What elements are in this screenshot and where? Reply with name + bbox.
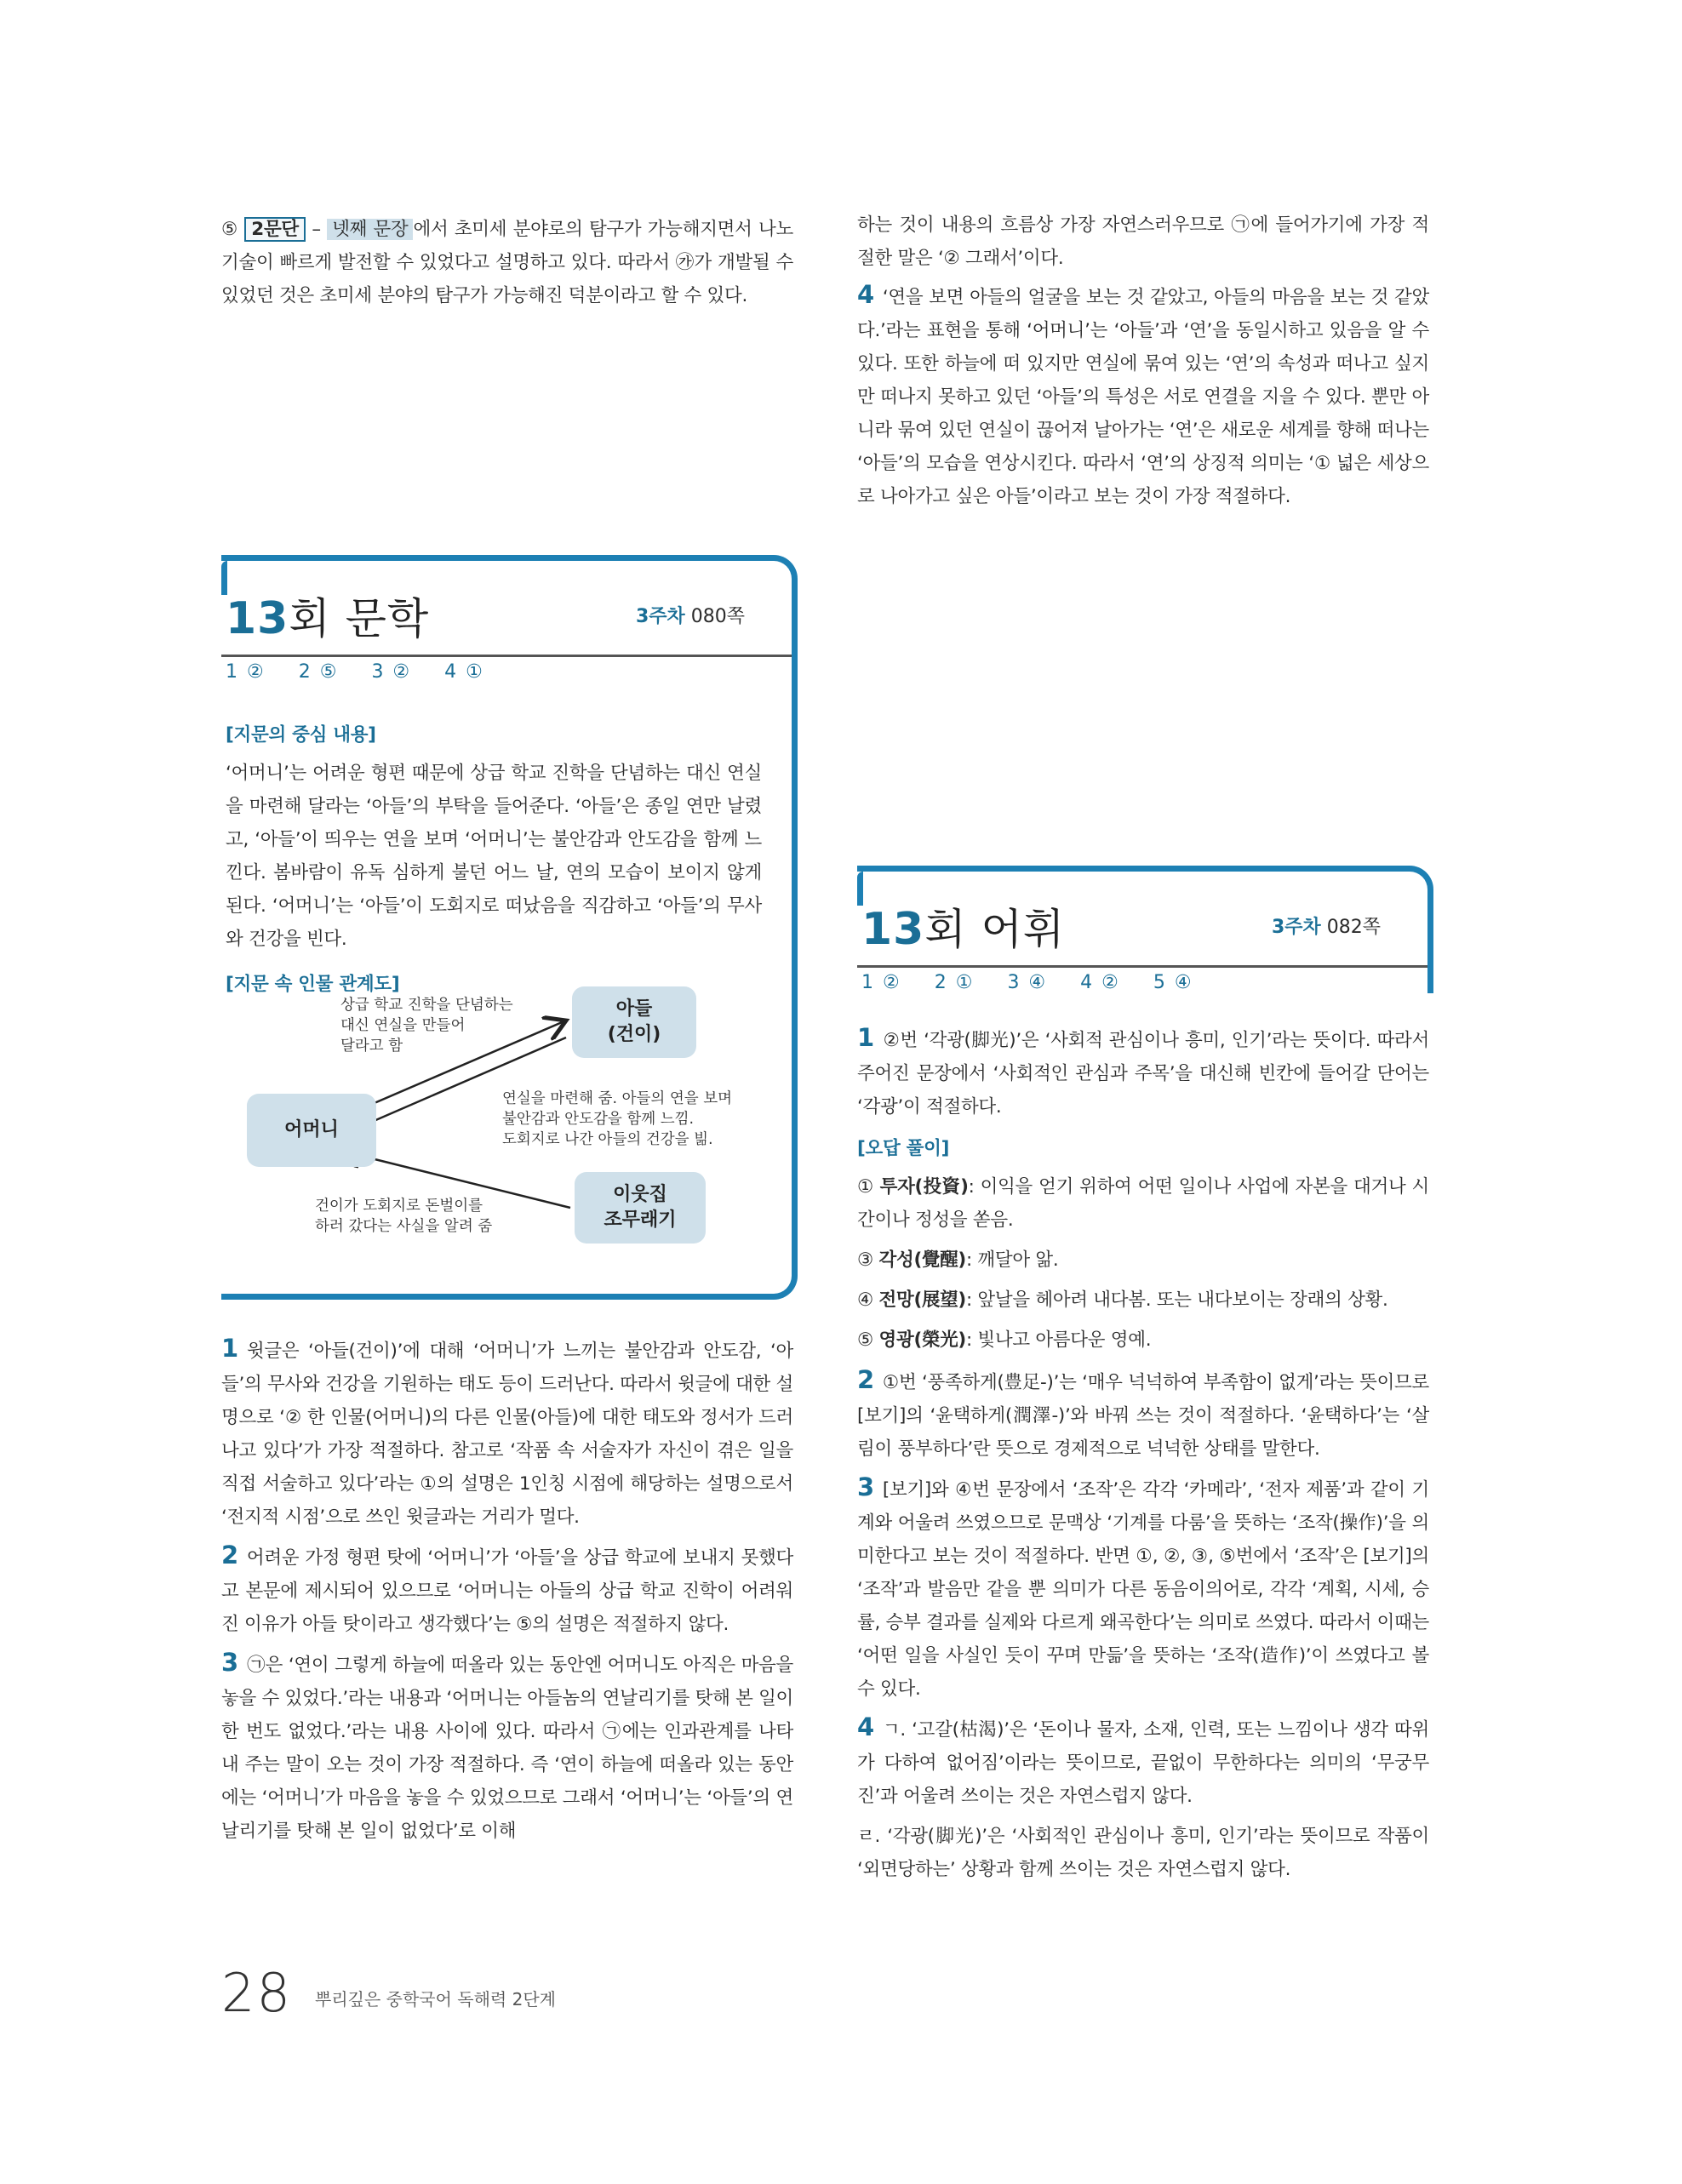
answer-5-explanation: [221, 213, 793, 312]
answer-key: [226, 661, 508, 683]
node-mother: 어머니: [247, 1094, 376, 1167]
definition: : 이익을 얻기 위하여 어떤 일이나 사업에 자본을 대거나 시간이나 정성을 쏟음.: [857, 1176, 1429, 1231]
wrong-answer-3: [857, 1244, 1429, 1277]
page-number: 28: [221, 1962, 292, 2024]
question-4-explanation-continued: ㄹ. ‘각광(脚光)’은 ‘사회적인 관심이나 흥미, 인기’라는 뜻이므로 작품이 ‘외면당하는’ 상황과 함께 쓰이는 것은 자연스럽지 않다.: [857, 1826, 1429, 1880]
explanation-text: 에서 초미세 분야로의 탐구가 가능해지면서 나노 기술이 빠르게 발전할 수 있었다고 설명하고 있다. 따라서 ㉮가 개발될 수 있었던 것은 초미세 분야의 탐구가 가능해진 덕분이라고 할 수 있다.: [221, 219, 793, 306]
question-number: 1: [221, 1334, 238, 1363]
question-4-explanation: [857, 278, 1429, 513]
question-number: 3: [857, 1472, 874, 1501]
explanation-text: ㉠은 ‘연이 그렇게 하늘에 떠올라 있는 동안엔 어머니도 아직은 마음을 놓을 수 있었다.’라는 내용과 ‘어머니는 아들놈의 연날리기를 탓해 본 일이 한 번도 없었다.’라는 내용 사이에 있다. 따라서 ㉠에는 인과관계를 나타내 주는 말이 오는 것이 가장 적절하다. 즉 ‘연이 하늘에 떠올라 있는 동안에는 ‘어머니’가 마음을 놓을 수 있었으므로 그래서 ‘어머니’는 ‘아들’의 연날리기를 탓해 본 일이 없었다’로 이해: [221, 1655, 794, 1842]
answer-item: 4 ①: [444, 661, 483, 683]
page-reference: [1272, 912, 1381, 939]
center-content-text: ‘어머니’는 어려운 형편 때문에 상급 학교 진학을 단념하는 대신 연실을 마련해 달라는 ‘아들’의 부탁을 들어준다. ‘아들’은 종일 연만 날렸고, ‘아들’이 띄우는 연을 보며 ‘어머니’는 불안감과 안도감을 함께 느낀다. 봄바람이 유독 심하게 불던 어느 날, 연의 모습이 보이지 않게 된다. ‘어머니’는 ‘아들’이 도회지로 떠났음을 직감하고 ‘아들’의 무사와 건강을 빈다.: [226, 763, 762, 950]
wrong-answer-5: [857, 1324, 1429, 1357]
answer-item: 3 ②: [371, 661, 410, 683]
choice-marker: ⑤: [221, 219, 238, 240]
right-top-text: [857, 209, 1429, 513]
choice-marker: ①: [857, 1176, 874, 1198]
literature-answer-box: [221, 555, 798, 1300]
note-son-to-mother: 연실을 마련해 줌. 아들의 연을 보며 불안감과 안도감을 함께 느낌. 도회지로 나간 아들의 건강을 빎.: [502, 1090, 733, 1148]
week-label: 3주차: [635, 606, 685, 627]
question-number: 3: [221, 1648, 238, 1677]
answer-item: 4 ②: [1080, 972, 1118, 993]
left-top-text: [221, 213, 793, 312]
answer-item: 3 ④: [1007, 972, 1046, 993]
explanation-text: [보기]와 ④번 문장에서 ‘조작’은 각각 ‘카메라’, ‘전자 제품’과 같이 기계와 어울려 쓰였으므로 문맥상 ‘기계를 다룸’을 뜻하는 ‘조작(操作)’을 의미한다고 보는 것이 적절하다. 반면 ①, ②, ③, ⑤번에서 ‘조작’은 [보기]의 ‘조작’과 발음만 같을 뿐 의미가 다른 동음이의어로, 각각 ‘계획, 시세, 승률, 승부 결과를 실제와 다르게 왜곡한다’는 의미로 쓰였다. 따라서 이때는 ‘어떤 일을 사실인 듯이 꾸며 만듦’을 뜻하는 ‘조작(造作)’이 쓰였다고 볼 수 있다.: [857, 1479, 1430, 1700]
choice-marker: ⑤: [857, 1329, 873, 1351]
question-number: 4: [857, 1712, 874, 1741]
right-bottom-text: [857, 1021, 1429, 1886]
question-3-explanation: [857, 1471, 1429, 1706]
relation-heading: [지문 속 인물 관계도]: [226, 974, 400, 995]
wrong-answer-4: [857, 1284, 1429, 1317]
divider: [221, 655, 792, 657]
question-4-explanation: [857, 1711, 1429, 1813]
paragraph-tag: 2문단: [244, 217, 306, 242]
continued-text: 하는 것이 내용의 흐름상 가장 자연스러우므로 ㉠에 들어가기에 가장 적절한 말은 ‘② 그래서’이다.: [857, 214, 1429, 269]
answer-item: 2 ①: [934, 972, 973, 993]
page-label: 082쪽: [1326, 917, 1381, 938]
answer-key: [861, 972, 1217, 993]
definition: : 앞날을 헤아려 내다봄. 또는 내다보이는 장래의 상황.: [965, 1289, 1388, 1311]
wrong-answer-heading: [오답 풀이]: [857, 1138, 950, 1159]
term: 투자(投資): [879, 1176, 969, 1198]
session-number: 13: [226, 593, 289, 644]
explanation-text: ㄱ. ‘고갈(枯渴)’은 ‘돈이나 물자, 소재, 인력, 또는 느낌이나 생각 따위가 다하여 없어짐’이라는 뜻이므로, 끝없이 무한하다는 의미의 ‘무궁무진’과 어울려 쓰이는 것은 자연스럽지 않다.: [857, 1719, 1429, 1807]
choice-marker: ③: [857, 1249, 873, 1271]
left-bottom-text: [221, 1332, 793, 1848]
divider: [857, 965, 1427, 968]
box-title: [226, 585, 429, 646]
explanation-text: 어려운 가정 형편 탓에 ‘어머니’가 ‘아들’을 상급 학교에 보내지 못했다고 본문에 제시되어 있으므로 ‘어머니는 아들의 상급 학교 진학이 어려워진 이유가 아들 탓이라고 생각했다’는 ⑤의 설명은 적절하지 않다.: [221, 1547, 793, 1635]
explanation-text: ‘연을 보면 아들의 얼굴을 보는 것 같았고, 아들의 마음을 보는 것 같았다.’라는 표현을 통해 ‘어머니’는 ‘아들’과 ‘연’을 동일시하고 있음을 알 수 있다. 또한 하늘에 떠 있지만 연실에 묶여 있는 ‘연’의 속성과 떠나고 싶지만 떠나지 못하고 있던 ‘아들’의 특성은 서로 연결을 지을 수 있다. 뿐만 아니라 묶여 있던 연실이 끊어져 날아가는 ‘연’은 새로운 세계를 향해 떠나는 ‘아들’의 모습을 연상시킨다. 따라서 ‘연’의 상징적 의미는 ‘① 넓은 세상으로 나아가고 싶은 아들’이라고 보는 것이 가장 적절하다.: [857, 287, 1430, 507]
question-number: 4: [857, 280, 874, 309]
session-number: 13: [861, 904, 925, 955]
term: 영광(榮光): [878, 1329, 966, 1351]
term: 각성(覺醒): [878, 1249, 966, 1271]
sentence-tag: 넷째 문장: [327, 219, 413, 240]
session-title: 회 문학: [289, 594, 430, 643]
book-title: 뿌리깊은 중학국어 독해력 2단계: [315, 1989, 556, 2010]
answer-item: 5 ④: [1153, 972, 1192, 993]
definition: : 깨달아 앎.: [965, 1249, 1059, 1271]
explanation-text: ②번 ‘각광(脚光)’은 ‘사회적 관심이나 흥미, 인기’라는 뜻이다. 따라서 주어진 문장에서 ‘사회적인 관심과 주목’을 대신해 빈칸에 들어갈 단어는 ‘각광’이 적절하다.: [857, 1030, 1429, 1118]
dash: –: [312, 219, 321, 240]
question-number: 2: [221, 1541, 238, 1569]
term: 전망(展望): [878, 1289, 966, 1311]
center-content-heading: [지문의 중심 내용]: [226, 724, 376, 746]
question-1-explanation: [221, 1332, 793, 1534]
literature-content: [226, 710, 762, 1006]
question-number: 2: [857, 1365, 874, 1394]
answer-item: 2 ⑤: [298, 661, 337, 683]
box-title: [861, 895, 1065, 957]
session-title: 회 어휘: [924, 905, 1066, 954]
question-2-explanation: [857, 1364, 1429, 1466]
wrong-answer-1: [857, 1170, 1429, 1237]
note-neighbor: 건이가 도회지로 돈벌이를 하러 갔다는 사실을 알려 줌: [315, 1198, 493, 1235]
question-3-explanation: [221, 1646, 793, 1848]
explanation-text: ①번 ‘풍족하게(豊足-)’는 ‘매우 넉넉하여 부족함이 없게’라는 뜻이므로 [보기]의 ‘윤택하게(潤澤-)’와 바꿔 쓰는 것이 적절하다. ‘윤택하다’는 ‘살림이 풍부하다’란 뜻으로 경제적으로 넉넉한 상태를 말한다.: [857, 1372, 1429, 1460]
node-son: 아들 (건이): [572, 986, 696, 1058]
node-neighbor: 이웃집 조무래기: [575, 1172, 706, 1244]
explanation-text: 윗글은 ‘아들(건이)’에 대해 ‘어머니’가 느끼는 불안감과 안도감, ‘아들’의 무사와 건강을 기원하는 태도 등이 드러난다. 따라서 윗글에 대한 설명으로 ‘② 한 인물(어머니)의 다른 인물(아들)에 대한 태도와 정서가 드러나고 있다’가 가장 적절하다. 참고로 ‘작품 속 서술자가 자신이 겪은 일을 직접 서술하고 있다’라는 ①의 설명은 1인칭 시점에 해당하는 설명으로서 ‘전지적 시점’으로 쓰인 윗글과는 거리가 멀다.: [221, 1341, 794, 1528]
answer-item: 1 ②: [861, 972, 900, 993]
week-label: 3주차: [1271, 917, 1321, 938]
vocabulary-answer-box: [857, 866, 1433, 993]
page-label: 080쪽: [690, 606, 745, 627]
definition: : 빛나고 아름다운 영예.: [965, 1329, 1152, 1351]
note-mother-to-son: 상급 학교 진학을 단념하는 대신 연실을 만들어 달라고 함: [340, 997, 513, 1055]
choice-marker: ④: [857, 1289, 873, 1311]
question-1-explanation: [857, 1021, 1429, 1123]
page-reference: [636, 602, 745, 628]
question-number: 1: [857, 1023, 874, 1052]
answer-item: 1 ②: [226, 661, 264, 683]
question-2-explanation: [221, 1539, 793, 1641]
character-relation-diagram: [238, 986, 749, 1267]
